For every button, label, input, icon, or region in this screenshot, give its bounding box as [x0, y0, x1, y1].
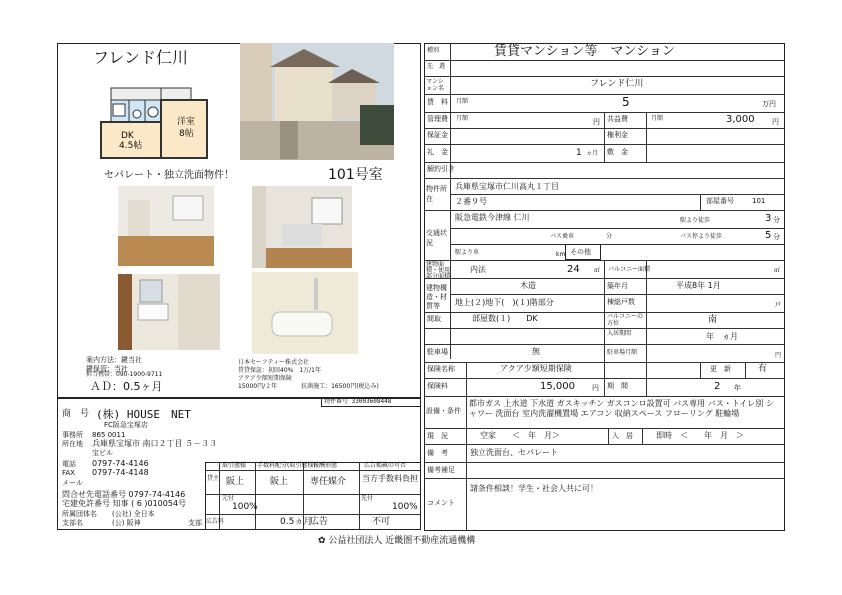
interior-photo-1	[118, 186, 214, 266]
floors: 地上(２)地下( )(１)階部分	[455, 298, 554, 307]
reikin-value: 1	[576, 148, 582, 158]
fee-ad-label: 広告料	[206, 518, 225, 525]
room-number: 101号室	[328, 167, 383, 183]
agent-shogo-label: 商 号	[62, 409, 90, 419]
kenrikin-label: 権利金	[607, 131, 628, 139]
renewal: 有	[758, 364, 768, 374]
info-line-3: 担当携帯：090-1900-9711	[86, 371, 163, 378]
info-right-1: 日本セーフティー株式会社	[238, 359, 309, 366]
structure-label: 建物構造・材質等	[426, 284, 447, 310]
type-value: 賃貸マンション等 マンション	[494, 44, 675, 59]
rent-unit: 万円	[762, 100, 776, 108]
info-line-1: 案内方法：鍵当社	[86, 356, 142, 364]
rent-sub: 月額	[456, 98, 469, 105]
agent-branch-label: 支部名	[62, 519, 83, 527]
fee-header-4: 広告掲載の可否	[364, 462, 407, 469]
reikin-unit: ヵ月	[586, 150, 599, 157]
ad-label: ＡＤ：0.5ヶ月	[90, 380, 163, 393]
footer-org-text: 公益社団法人 近畿圏不動産流通機構	[328, 536, 476, 546]
floor-plan	[93, 82, 218, 164]
status-label: 現 況	[427, 432, 448, 440]
bus-stop-value: 5	[765, 230, 772, 241]
agent-tel: 0797-74-4146	[92, 459, 149, 468]
period-label: 入居期間	[607, 330, 632, 337]
renewal-label: 更 新	[710, 365, 731, 373]
room2-size: 4.5帖	[119, 141, 143, 151]
rent-label: 賃 料	[427, 98, 448, 106]
facilities-label: 設備・条件	[426, 407, 461, 415]
fee-ad2-value: 不可	[372, 517, 391, 527]
fee-ad2-label: 広告	[310, 517, 329, 527]
other: その他	[570, 248, 591, 256]
common-value: 3,000	[726, 114, 755, 125]
fee-header-1: 取引態様	[222, 462, 247, 469]
agent-office-label: 事務所	[62, 431, 83, 439]
agent-office-code: 865 0011	[92, 431, 126, 439]
fee-row2-pct-1: 100%	[232, 502, 258, 512]
parking-fee-unit: 円	[775, 352, 782, 359]
line: 阪急電鉄今津線 仁川	[455, 213, 530, 222]
fee-row2-pct-2: 100%	[392, 502, 418, 512]
status: 空家 ＜ 年 月＞	[480, 431, 560, 440]
mgmt-sub: 月額	[456, 115, 469, 122]
agent-assoc: (公社) 全日本	[112, 510, 155, 518]
transit-label: 交通状況	[426, 229, 447, 247]
org-logo-icon: ✿	[318, 536, 329, 546]
rent-value: 5	[622, 95, 630, 109]
mansion-label: マンション名	[426, 78, 445, 92]
move-label: 入 居	[612, 432, 633, 440]
agent-name: (株) HOUSE NET	[96, 408, 191, 421]
parking-label: 駐車場	[427, 348, 448, 356]
total-units-unit: 戸	[775, 302, 782, 309]
info-right-2: 賃貸保証：初回40% 1万/1年	[238, 367, 321, 374]
parking: 無	[532, 347, 540, 356]
info-line-2: 鍵保管：当社	[86, 365, 128, 373]
comment-label: コメント	[427, 499, 455, 507]
location-label: 物件所在	[426, 185, 447, 203]
agent-tel-label: 電話	[62, 460, 76, 468]
agent-assoc-label: 所属団体名	[62, 510, 97, 518]
common-sub: 月額	[651, 115, 664, 122]
agent-building: 宝ビル	[92, 449, 113, 457]
walk-unit: 分	[773, 216, 780, 224]
property-title: フレンド仁川	[93, 48, 188, 67]
note: 独立洗面台、セパレート	[470, 448, 558, 457]
walk-value: 3	[765, 213, 772, 224]
fee-row1-3: 専任媒介	[310, 477, 347, 487]
shikibiki-label: 解約引き	[427, 165, 455, 173]
fee-row2-label-1: 元付	[222, 495, 235, 502]
period-unit: 年 ヵ月	[706, 332, 738, 341]
insurance-name-label: 保険名称	[427, 365, 455, 373]
built: 平成8年 1月	[676, 281, 721, 290]
bus-label: バス乗車	[550, 233, 575, 240]
structure: 木造	[520, 281, 536, 290]
fee-row1-2: 阪上	[270, 477, 289, 487]
mgmt-label: 管理費	[427, 115, 448, 123]
station-car: 駅より車	[455, 249, 480, 256]
facilities: 都市ガス 上水道 下水道 ガスキッチン ガスコンロ設置可 バス専用 バス・トイレ別 シャワー 洗面台 室内洗濯機置場 エアコン 収納スペース フローリング 駐輪場	[469, 399, 774, 418]
walk-label: 駅より徒歩	[680, 217, 711, 224]
caption: セパレート・独立洗面物件！	[104, 170, 234, 181]
fee-header-3: 報酬形態	[313, 462, 338, 469]
agent-fax-label: FAX	[62, 469, 75, 477]
comment: 諸条件相談！学生・社会人共に可！	[470, 484, 598, 493]
room-no-label: 部屋番号	[706, 197, 734, 205]
mansion-name: フレンド仁川	[590, 79, 644, 89]
note-label: 備 考	[427, 449, 448, 457]
layout-label: 間取	[427, 315, 441, 323]
info-right-3: アクア少額短期保険	[238, 375, 292, 382]
built-label: 築年月	[607, 282, 628, 290]
fee-row2-label-2: 先付	[361, 495, 374, 502]
area-value: 24	[567, 264, 580, 275]
room2-label: DK	[121, 131, 134, 141]
exterior-photo	[240, 43, 394, 160]
agent-branch: FC阪急宝塚店	[104, 421, 148, 429]
reikin-label: 礼 金	[427, 148, 448, 156]
bus-stop-label: バス停より徒歩	[680, 233, 723, 240]
insurance-fee-label: 保険料	[427, 382, 448, 390]
agent-branch-name: (公) 阪神	[112, 519, 141, 527]
direction: 南	[708, 315, 718, 325]
total-units-label: 棟総戸数	[607, 298, 635, 306]
insurance-fee: 15,000	[540, 381, 575, 392]
agent-branch-suffix: 支部	[188, 519, 202, 527]
room-no: 101	[752, 197, 766, 205]
footer-org	[318, 537, 475, 546]
room1-label: 洋室	[177, 117, 196, 127]
balcony-unit: ㎡	[774, 267, 781, 274]
area-unit: ㎡	[594, 267, 601, 274]
agent-address-label: 所在地	[62, 440, 83, 448]
agent-mail-label: メール	[62, 479, 83, 487]
agent-license: 宅建免許番号 知事 ( 6 )010054号	[62, 499, 187, 508]
term-label: 期 間	[607, 382, 628, 390]
type-label: 種別	[427, 47, 440, 54]
info-right-4: 15000円/２年 抗菌施工：16500円(税込み)	[238, 383, 379, 390]
interior-photo-4	[252, 272, 358, 354]
term-unit: 年	[734, 384, 741, 392]
common-label: 共益費	[607, 115, 628, 123]
parking-fee-label: 駐車場月額	[607, 349, 638, 356]
move: 即時 ＜ 年 月 ＞	[656, 431, 744, 440]
balcony-label: バルコニー面積	[608, 266, 651, 273]
mgmt-unit: 円	[593, 118, 600, 126]
insurance-name: アクア少額短期保険	[500, 364, 572, 373]
survey-label: 先 選	[427, 63, 446, 70]
fee-row1-0: 貸主	[207, 475, 220, 482]
agent-contact: 問合せ先電話番号 0797-74-4146	[62, 490, 186, 499]
note2-label: 備考補足	[427, 466, 455, 474]
shikikin-label: 敷 金	[607, 148, 628, 156]
term: 2	[714, 381, 721, 392]
address: 兵庫県宝塚市仁川高丸１丁目	[455, 182, 559, 191]
station-car-unit: km	[556, 251, 566, 258]
address-2: ２番９号	[455, 197, 487, 206]
interior-photo-2	[252, 186, 352, 268]
interior-photo-3	[118, 274, 220, 350]
bus-stop-unit: 分	[773, 233, 780, 241]
bus-unit: 分	[606, 233, 613, 240]
fee-header-2: 手数料配分(取引態様)	[257, 462, 316, 469]
area-label: 建物面積・使用部分面積	[426, 261, 451, 280]
reg-number: 物件番号 33003608448	[324, 398, 392, 405]
fee-ad-value: 0.5ヵ月	[280, 517, 313, 527]
fee-row1-1: 阪上	[226, 477, 245, 487]
insurance-fee-unit: 円	[592, 384, 599, 392]
room1-size: 8帖	[179, 129, 194, 139]
area-type: 内法	[470, 265, 486, 274]
agent-address: 兵庫県宝塚市 南口２丁目 ５－３３	[92, 439, 218, 448]
common-unit: 円	[772, 118, 779, 126]
agent-fax: 0797-74-4148	[92, 468, 149, 477]
layout: 部屋数(１) DK	[472, 314, 538, 323]
fee-row1-4: 当方手数料負担	[362, 474, 418, 483]
hoshokin-label: 保証金	[427, 131, 448, 139]
direction-label: バルコニーの方位	[607, 313, 644, 327]
